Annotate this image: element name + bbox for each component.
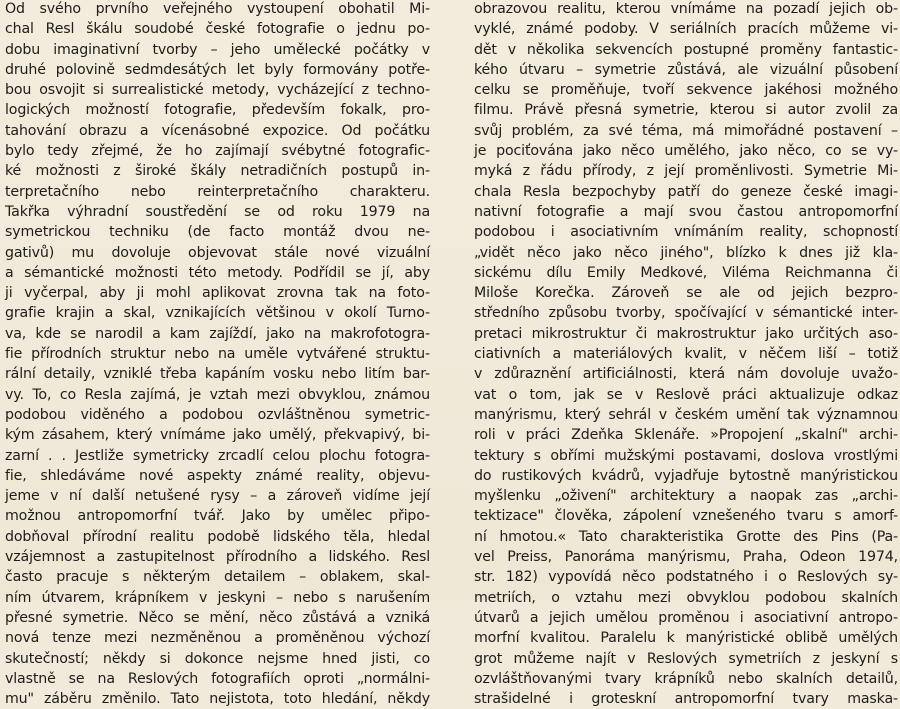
- text-line: fie, shledáváme nové aspekty známé reality, objevu-: [5, 467, 430, 484]
- text-line: myšlenku „oživení" architektury a naopak zas „archi-: [474, 488, 898, 505]
- text-line: roli v práci Zdeňka Sklenáře. »Propojení „skalní" archi-: [474, 427, 898, 444]
- text-line: zarní . . Jestliže symetricky zrcadlí celou plochu fotogra-: [5, 447, 430, 464]
- left-text-column: [5, 0, 430, 709]
- text-line: dět v několika sekvencích postupné proměny fantastic-: [474, 41, 898, 58]
- text-line: grafie krajin a skal, vznikajících většinou v okolí Turno-: [5, 305, 430, 322]
- text-line: vlastně se na Reslových fotografiích oproti „normálni-: [5, 670, 430, 687]
- text-line: vy. To, co Resla zajímá, je vztah mezi obvyklou, známou: [5, 386, 430, 403]
- text-line: rální detaily, vzniklé třeba kapáním vosku nebo litím bar-: [5, 366, 430, 383]
- text-line: přesné symetrie. Něco se mění, něco zůstává a vzniká: [5, 609, 430, 626]
- text-line: ciativních a materiálových kvalit, v něčem liší – totiž: [474, 346, 898, 363]
- text-line: ji vyčerpal, aby ji mohl aplikovat zrovna tak na foto-: [5, 285, 430, 302]
- text-line: symetrickou techniku (de facto montáž dvou ne-: [5, 224, 430, 241]
- text-line: nová tenze mezi nezměněnou a proměněnou výchozí: [5, 630, 430, 647]
- text-line: str. 182) vypovídá něco podstatného i o Reslových sy-: [474, 569, 898, 586]
- right-text-column: [474, 0, 898, 709]
- text-line: chal Resl škálu soudobé české fotografie o jednu po-: [5, 21, 430, 38]
- text-line: bylo tedy zřejmé, že ho zajímají svébytné fotografic-: [5, 143, 430, 160]
- text-line: tektury s obřími mužskými postavami, doslova vrostlými: [474, 447, 898, 464]
- text-line: ní hmotou.« Tato charakteristika Grotte des Pins (Pa-: [474, 528, 898, 545]
- text-line: terpretačního nebo reinterpretačního charakteru.: [5, 183, 430, 200]
- text-line: často pracuje s některým detailem – oblakem, skal-: [5, 569, 430, 586]
- text-line: mu" záběru změnilo. Tato nejistota, toto hledání, někdy: [5, 691, 430, 708]
- text-line: manýrismu, který sehrál v českém umění tak významnou: [474, 406, 898, 423]
- text-line: „vidět něco jako něco jiného", blízko k dnes již kla-: [474, 244, 898, 261]
- text-line: Takřka výhradní soustředění se od roku 1979 na: [5, 203, 430, 220]
- text-line: morfní kvalitou. Paralelu k manýristické oblibě umělých: [474, 630, 898, 647]
- text-line: Od svého prvního veřejného vystoupení obohatil Mi-: [5, 1, 430, 17]
- text-line: celku se proměňuje, tvoří sekvence jakéhosi možného: [474, 82, 898, 99]
- text-line: ozvláštňovanými tvary krápníků nebo skalních detailů,: [474, 670, 898, 687]
- text-line: vel Preiss, Panoráma manýrismu, Praha, Odeon 1974,: [474, 549, 898, 566]
- text-line: obrazovou realitu, kterou vnímáme na pozadí jejich ob-: [474, 1, 898, 17]
- text-line: metriích, o vztahu mezi obvyklou podobou skalních: [474, 589, 898, 606]
- text-line: grot můžeme najít v Reslových symetriích z jeskyní s: [474, 650, 898, 667]
- text-line: svůj problém, za své téma, má mimořádné postavení –: [474, 122, 898, 139]
- text-line: podobou viděného a podobou ozvláštněnou symetric-: [5, 406, 430, 423]
- text-line: vyklé, známé podoby. V seriálních pracích můžeme vi-: [474, 21, 898, 38]
- text-line: dobňoval přírodní realitu podobě lidského těla, hledal: [5, 528, 430, 545]
- text-line: va, kde se narodil a kam zajíždí, jako na makrofotogra-: [5, 325, 430, 342]
- text-line: filmu. Právě přesná symetrie, kterou si autor zvolil za: [474, 102, 898, 119]
- text-line: a sémantické možnosti této metody. Podřídil se jí, aby: [5, 264, 430, 281]
- text-line: je pociťována jako něco umělého, jako něco, co se vy-: [474, 143, 898, 160]
- text-line: strašidelné i groteskní antropomorfní tvary maska-: [474, 691, 898, 708]
- text-line: v zdůraznění artificiálnosti, která nám dovoluje uvažo-: [474, 366, 898, 383]
- text-line: jeme v ní další netušené rysy – a zároveň vidíme její: [5, 488, 430, 505]
- text-line: pretaci mikrostruktur či makrostruktur jako určitých aso-: [474, 325, 898, 342]
- text-line: fie přírodních struktur nebo na uměle vytvářené struktu-: [5, 346, 430, 363]
- text-line: bou osvojit si surrealistické metody, vycházející z techno-: [5, 82, 430, 99]
- text-line: dobu imaginativní tvorby – jeho umělecké počátky v: [5, 41, 430, 58]
- text-line: gativů) mu dovoluje objevovat stále nové vizuální: [5, 244, 430, 261]
- text-line: kého útvaru – symetrie zůstává, ale vizuální působení: [474, 61, 898, 78]
- text-line: ním útvarem, krápníkem v jeskyni – nebo s narušením: [5, 589, 430, 606]
- text-line: středního způsobu tvorby, spočívající v sémantické inter-: [474, 305, 898, 322]
- text-line: tektizace" člověka, zápolení vznešeného tvaru s amorf-: [474, 508, 898, 525]
- text-line: podobou i asociativním vnímáním reality, schopností: [474, 224, 898, 241]
- text-line: sickému dílu Emily Medkové, Viléma Reichmanna či: [474, 264, 898, 281]
- text-line: vzájemnost a zastupitelnost přírodního a lidského. Resl: [5, 549, 430, 566]
- text-line: druhé polovině sedmdesátých let byly formovány potře-: [5, 61, 430, 78]
- text-line: možnou antropomorfní tvář. Jako by umělec připo-: [5, 508, 430, 525]
- text-line: vat o tom, jak se v Reslově práci aktualizuje odkaz: [474, 386, 898, 403]
- text-line: ké možnosti z široké škály netradičních postupů in-: [5, 163, 430, 180]
- text-line: chala Resla bezpochyby patří do geneze české imagi-: [474, 183, 898, 200]
- text-line: do rustikových kvádrů, vyjadřuje bytostně manýristickou: [474, 467, 898, 484]
- text-line: nativní fotografie a mají svou častou antropomorfní: [474, 203, 898, 220]
- text-line: kým zásahem, který vnímáme jako umělý, překvapivý, bi-: [5, 427, 430, 444]
- text-line: logických možností fotografie, především fokalk, pro-: [5, 102, 430, 119]
- text-line: Miloše Korečka. Zároveň se ale od jejich bezpro-: [474, 285, 898, 302]
- text-line: tahování obrazu a vícenásobné expozice. Od počátku: [5, 122, 430, 139]
- text-line: skutečností; někdy si dokonce nejsme hned jisti, co: [5, 650, 430, 667]
- text-line: myká z řádu přírody, z její proměnlivosti. Symetrie Mi-: [474, 163, 898, 180]
- text-line: útvarů a jejich umělou proměnou i asociativní antropo-: [474, 609, 898, 626]
